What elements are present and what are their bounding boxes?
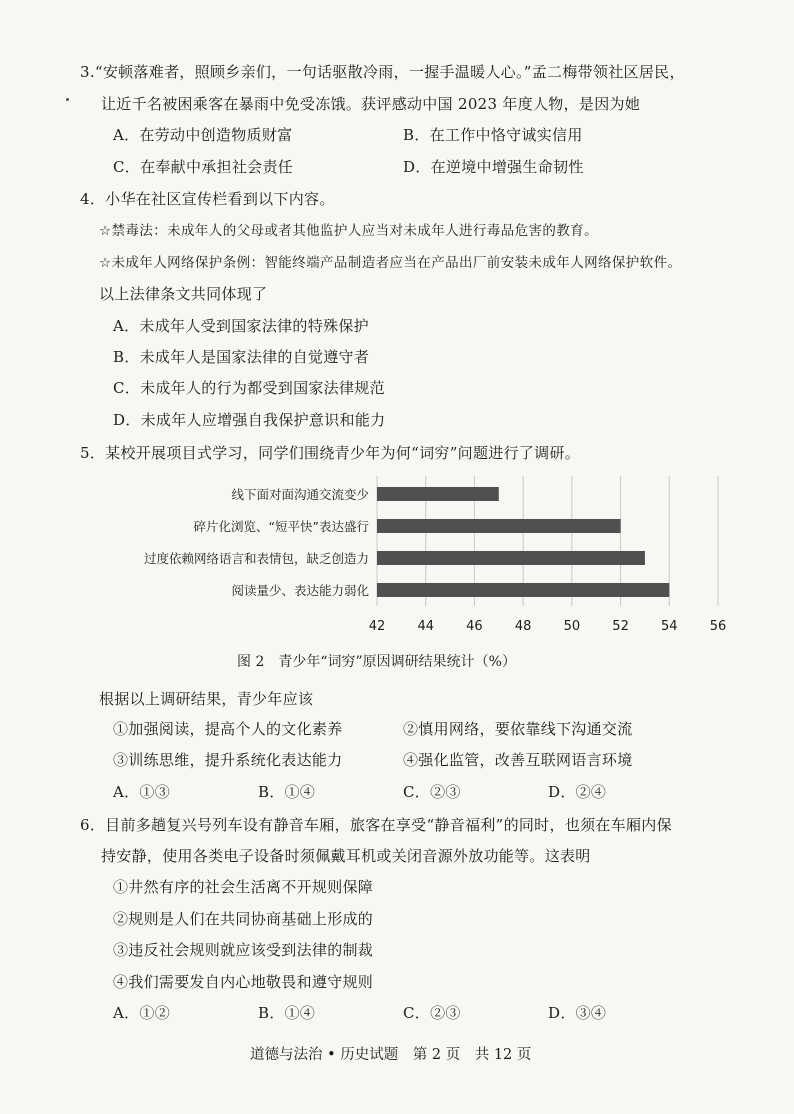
q6-item-4: ④我们需要发自内心地敬畏和遵守规则 [113, 973, 374, 991]
bar-3 [377, 551, 645, 565]
q5-option-c[interactable]: C．②③ [403, 783, 461, 801]
q5-option-b[interactable]: B．①④ [258, 783, 316, 801]
q6-item-3: ③违反社会规则就应该受到法律的制裁 [113, 941, 374, 959]
tick-label-50: 50 [563, 619, 581, 634]
tick-label-54: 54 [661, 619, 678, 634]
q5-option-d[interactable]: D．②④ [548, 783, 607, 801]
tick-label-42: 42 [368, 619, 386, 634]
q6-stem-line2: 持安静，使用各类电子设备时须佩戴耳机或关闭音源外放功能等。这表明 [101, 847, 591, 865]
q6-option-a[interactable]: A．①② [113, 1004, 171, 1022]
q5-stem: 5．某校开展项目式学习，同学们围绕青少年为何“词穷”问题进行了调研。 [80, 444, 581, 462]
q5-option-a[interactable]: A．①③ [113, 783, 171, 801]
q5-item-3: ③训练思维，提升系统化表达能力 [113, 751, 343, 769]
q5-item-2: ②慎用网络，要依靠线下沟通交流 [403, 720, 633, 738]
q6-option-b[interactable]: B．①④ [258, 1004, 316, 1022]
category-label-3: 过度依赖网络语言和表情包，缺乏创造力 [143, 551, 369, 566]
q6-option-c[interactable]: C．②③ [403, 1004, 461, 1022]
q5-bar-chart [80, 474, 740, 644]
q3-option-a[interactable]: A．在劳动中创造物质财富 [113, 126, 293, 144]
q6-item-1: ①井然有序的社会生活离不开规则保障 [113, 878, 374, 896]
q5-question: 根据以上调研结果，青少年应该 [99, 690, 314, 708]
q4-question: 以上法律条文共同体现了 [99, 285, 268, 303]
q4-law-2: ☆未成年人网络保护条例：智能终端产品制造者应当在产品出厂前安装未成年人网络保护软件。 [99, 255, 682, 271]
q4-option-c[interactable]: C．未成年人的行为都受到国家法律规范 [113, 379, 385, 397]
bar-chart-svg [80, 474, 740, 644]
chart-caption: 图 2 青少年“词穷”原因调研结果统计（%） [237, 654, 516, 670]
q3-option-c[interactable]: C．在奉献中承担社会责任 [113, 158, 294, 176]
q3-option-b[interactable]: B．在工作中恪守诚实信用 [403, 126, 583, 144]
page-footer: 道德与法治 • 历史试题 第 2 页 共 12 页 [250, 1047, 532, 1063]
tick-label-46: 46 [466, 619, 483, 634]
q6-stem-line1: 6．目前多趟复兴号列车设有静音车厢，旅客在享受“静音福利”的同时，也须在车厢内保 [80, 816, 672, 834]
tick-label-52: 52 [612, 619, 629, 634]
q4-option-d[interactable]: D．未成年人应增强自我保护意识和能力 [113, 411, 386, 429]
q5-item-1: ①加强阅读，提高个人的文化素养 [113, 720, 343, 738]
q6-item-2: ②规则是人们在共同协商基础上形成的 [113, 910, 374, 928]
q4-law-1: ☆禁毒法：未成年人的父母或者其他监护人应当对未成年人进行毒品危害的教育。 [99, 223, 599, 239]
category-label-4: 阅读量少、表达能力弱化 [231, 583, 369, 598]
q4-stem: 4．小华在社区宣传栏看到以下内容。 [80, 190, 335, 208]
bar-1 [377, 487, 499, 501]
tick-label-48: 48 [514, 619, 532, 634]
q6-option-d[interactable]: D．③④ [548, 1004, 607, 1022]
q3-stem-line2: 让近千名被困乘客在暴雨中免受冻饿。获评感动中国 2023 年度人物，是因为她 [101, 95, 641, 113]
scan-speck [66, 98, 69, 101]
q3-option-d[interactable]: D．在逆境中增强生命韧性 [403, 158, 584, 176]
bar-2 [377, 519, 621, 533]
tick-label-44: 44 [417, 619, 434, 634]
bar-4 [377, 583, 669, 597]
q4-option-a[interactable]: A．未成年人受到国家法律的特殊保护 [113, 317, 369, 335]
tick-label-56: 56 [709, 619, 727, 634]
q3-stem-line1: 3.“安顿落难者，照顾乡亲们，一句话驱散冷雨，一握手温暖人心。”孟二梅带领社区居民， [80, 63, 685, 81]
q4-option-b[interactable]: B．未成年人是国家法律的自觉遵守者 [113, 348, 370, 366]
q5-item-4: ④强化监管，改善互联网语言环境 [403, 751, 633, 769]
category-label-1: 线下面对面沟通交流变少 [231, 487, 369, 502]
category-label-2: 碎片化浏览、“短平快”表达盛行 [193, 519, 369, 534]
